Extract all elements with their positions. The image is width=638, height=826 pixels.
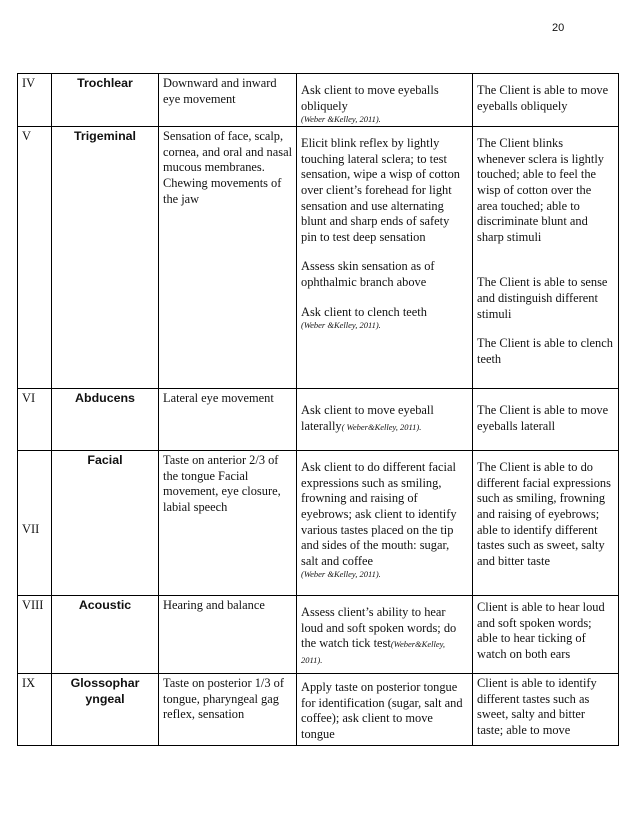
assessment-text: Ask client to move eyeball laterally [301,403,434,433]
finding-text: The Client is able to do different facial expressions such as smiling, frowning and raising of eyebrows; able to identify different tastes such as sweet, salty and bitter taste [477,460,611,568]
assessment-cell [297,389,473,451]
nerve-function: Lateral eye movement [159,389,297,451]
findings-cell [473,389,619,451]
citation: (Weber &Kelley, 2011). [301,569,381,580]
citation: (Weber &Kelley, 2011). [301,320,381,331]
finding-text: Client is able to identify different tastes such as sweet, salty and bitter taste; able to move [477,676,597,737]
page-number: 20 [552,22,565,34]
nerve-function: Sensation of face, scalp, cornea, and oral and nasal mucous membranes. Chewing movements of the jaw [159,127,297,389]
finding-text: Client is able to hear loud and soft spoken words; able to hear ticking of watch on both ears [477,600,605,661]
finding-text: The Client blinks whenever sclera is lightly touched; able to feel the wisp of cotton over the area touched; able to discriminate blunt and sharp stimuli [477,136,604,244]
finding-text: The Client is able to move eyeballs laterall [477,403,609,433]
assessment-cell [297,127,473,389]
nerve-number: V [18,127,52,389]
cranial-nerve-table [17,73,619,746]
table-row [18,451,619,596]
assessment-text: Apply taste on posterior tongue for identification (sugar, salt and coffee); ask client to move tongue [301,680,463,741]
table-row [18,389,619,451]
nerve-name: Glossophar yngeal [52,674,159,745]
table-row [18,127,619,389]
finding-text: The Client is able to clench teeth [477,336,613,366]
assessment-cell [297,674,473,745]
nerve-name: Trigeminal [52,127,159,389]
assessment-text: Ask client to do different facial expressions such as smiling, frowning and raising of eyebrows; ask client to identify various tastes placed on the tip and sides of the mouth: sugar, salt and coffee [301,460,457,568]
assessment-cell [297,596,473,674]
findings-cell [473,451,619,596]
assessment-text: Elicit blink reflex by lightly touching lateral sclera; to test sensation, wipe a wisp of cotton over client’s forehead for light sensation and use alternating blunt and sharp ends of safety pin to test deep sensation [301,136,460,244]
nerve-number: VI [18,389,52,451]
citation: (Weber &Kelley, 2011). [301,114,381,125]
citation: (Weber&Kelley, 2011). [301,639,446,665]
nerve-function: Taste on anterior 2/3 of the tongue Facial movement, eye closure, labial speech [159,451,297,596]
nerve-name: Abducens [52,389,159,451]
assessment-cell [297,74,473,127]
findings-cell [473,674,619,745]
nerve-name: Facial [52,451,159,596]
table-row [18,674,619,745]
nerve-number: VII [18,451,52,596]
nerve-name: Acoustic [52,596,159,674]
citation: ( Weber&Kelley, 2011). [341,421,422,432]
nerve-number: IX [18,674,52,745]
assessment-text: Ask client to clench teeth [301,304,427,319]
assessment-text: Ask client to move eyeballs obliquely [301,83,439,113]
assessment-cell [297,451,473,596]
table-row [18,74,619,127]
nerve-function: Downward and inward eye movement [159,74,297,127]
findings-cell [473,127,619,389]
assessment-text: Assess skin sensation as of ophthalmic branch above [301,259,435,289]
nerve-number: IV [18,74,52,127]
table-row [18,596,619,674]
assessment-text: Assess client’s ability to hear loud and soft spoken words; do the watch tick test [301,605,457,651]
nerve-function: Taste on posterior 1/3 of tongue, pharyngeal gag reflex, sensation [159,674,297,745]
finding-text: The Client is able to sense and distinguish different stimuli [477,275,608,321]
nerve-function: Hearing and balance [159,596,297,674]
finding-text: The Client is able to move eyeballs obliquely [477,83,609,113]
findings-cell [473,74,619,127]
findings-cell [473,596,619,674]
nerve-name: Trochlear [52,74,159,127]
nerve-number: VIII [18,596,52,674]
